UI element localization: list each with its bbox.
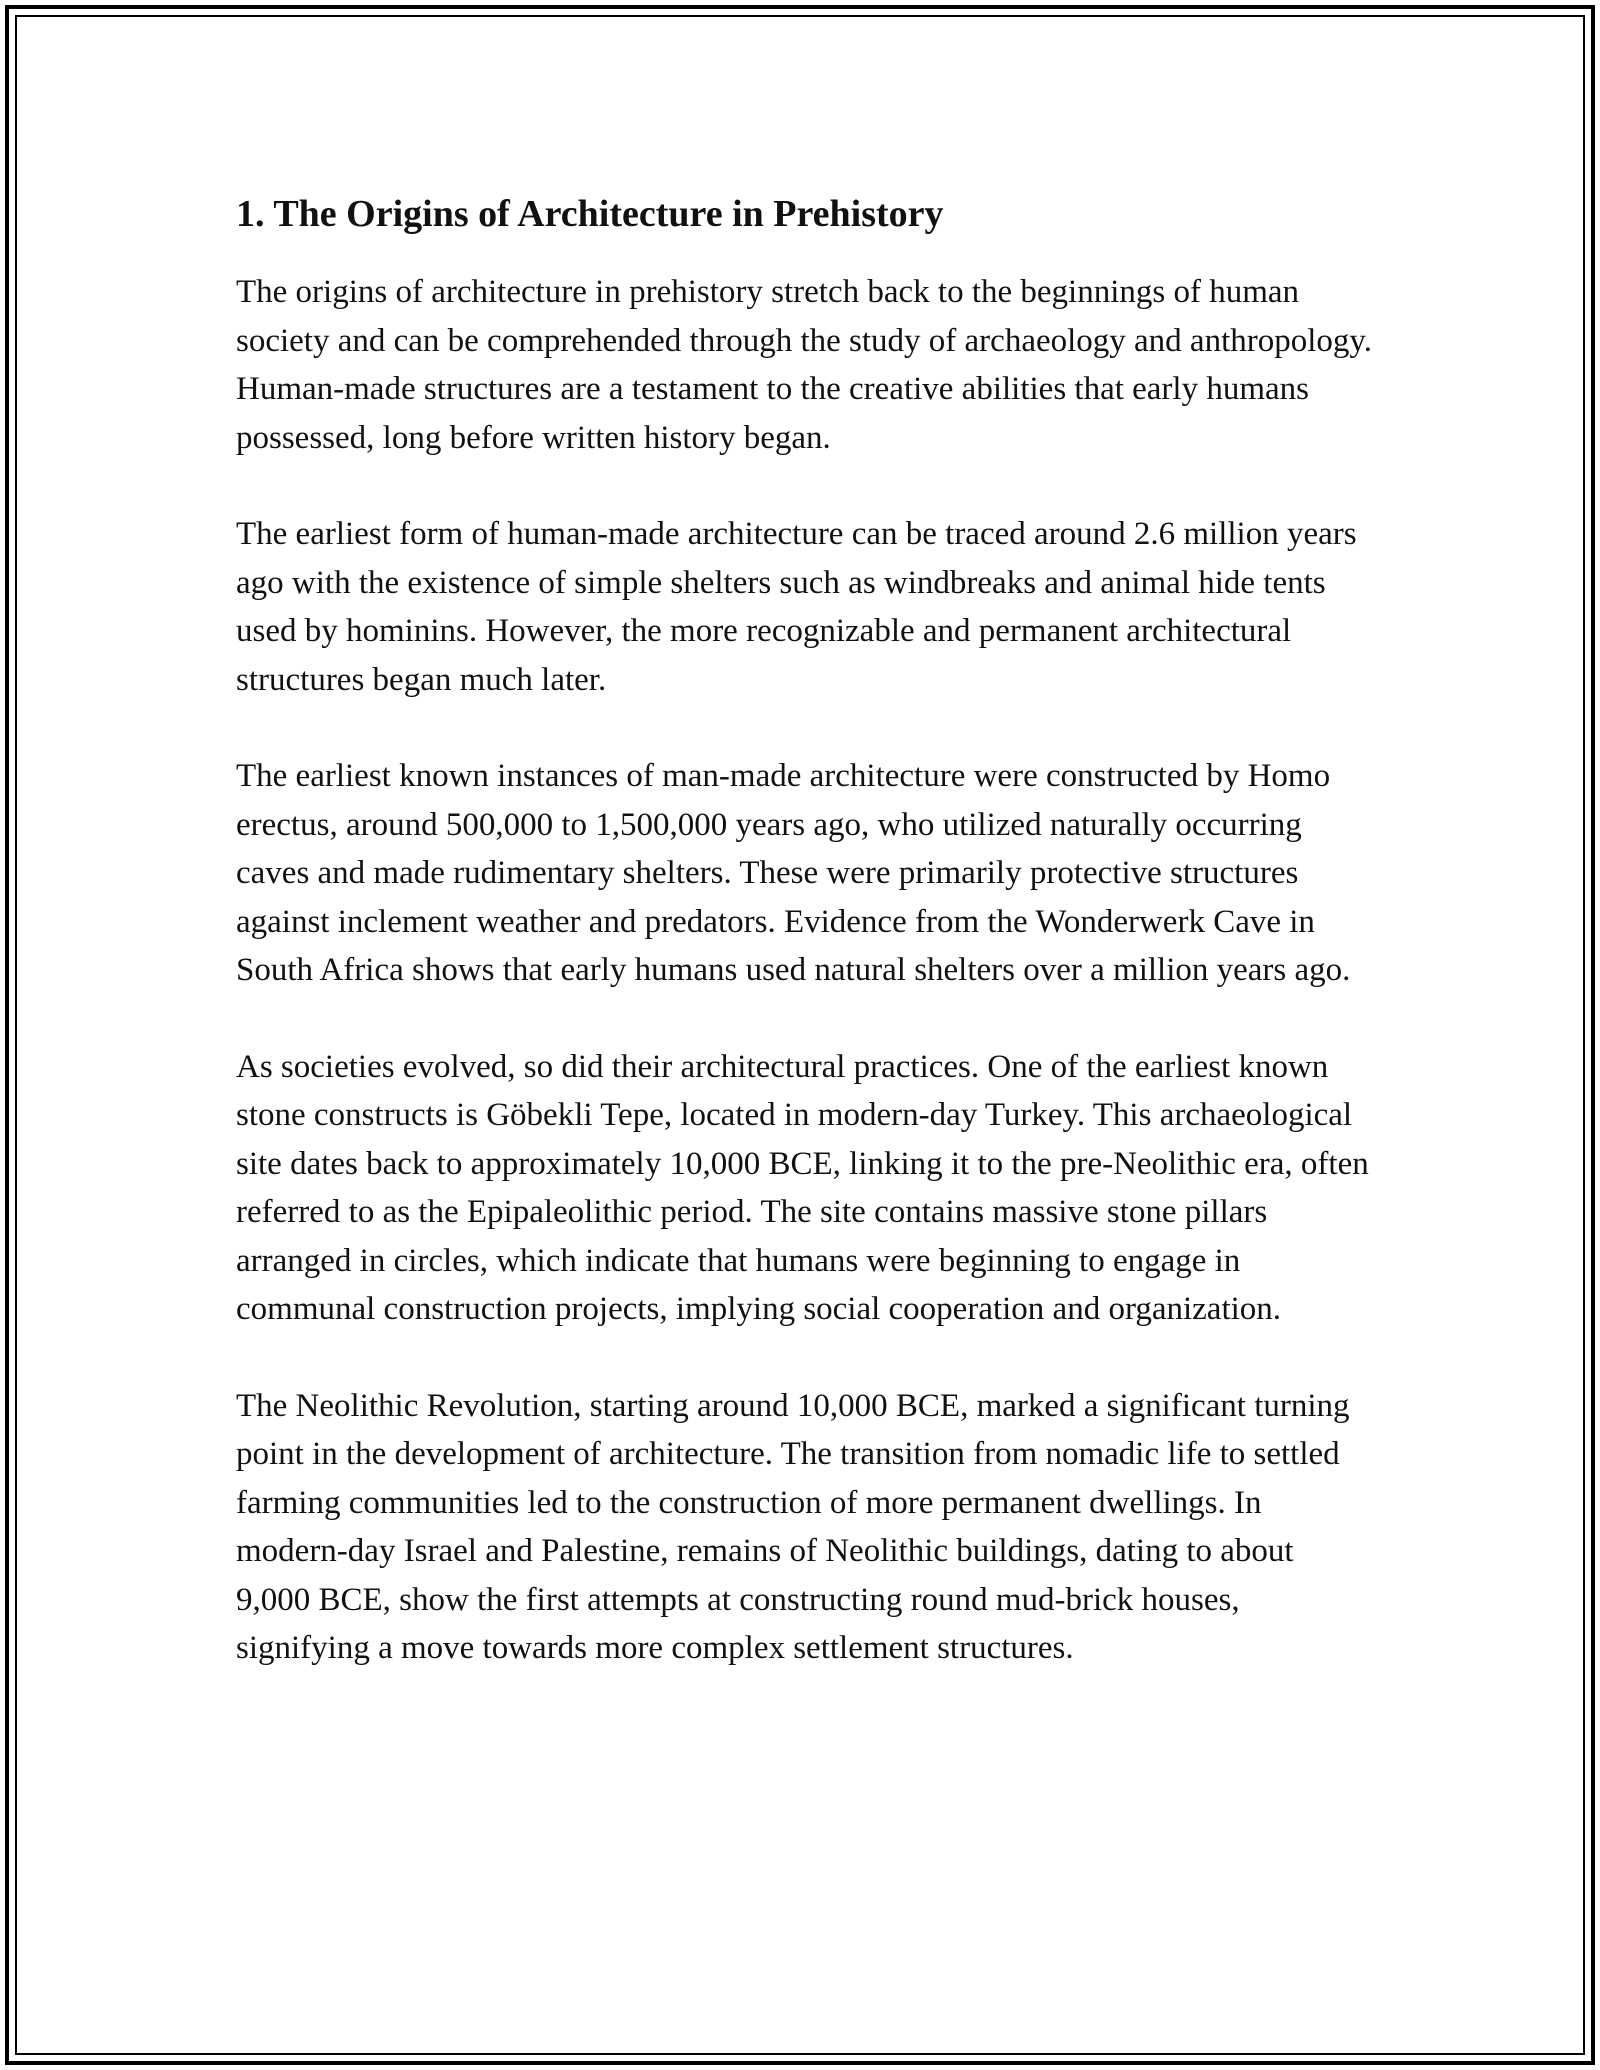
paragraph-3: The earliest known instances of man-made architecture were constructed by Homo erectus, around 500,000 to 1,500,000 years ago, who utilized naturally occurring caves and made rudimentary shelters. These were primarily protective structures against inclement weather and predators. Evidence from the Wonderwerk Cave in South Africa shows that early humans used natural shelters over a million years ago. (236, 758, 1351, 988)
paragraph-5: The Neolithic Revolution, starting around 10,000 BCE, marked a significant turning point in the development of architecture. The transition from nomadic life to settled farming communities led to the construction of more permanent dwellings. In modern-day Israel and Palestine, remains of Neolithic buildings, dating to about 9,000 BCE, show the first attempts at constructing round mud-brick houses, signifying a move towards more complex settlement structures. (236, 1387, 1350, 1666)
document-body (236, 186, 1376, 1721)
paragraph-4: As societies evolved, so did their architectural practices. One of the earliest known stone constructs is Göbekli Tepe, located in modern-day Turkey. This archaeological site dates back to approximately 10,000 BCE, linking it to the pre-Neolithic era, often referred to as the Epipaleolithic period. The site contains massive stone pillars arranged in circles, which indicate that humans were beginning to engage in communal construction projects, implying social cooperation and organization. (236, 1048, 1369, 1327)
paragraph-2: The earliest form of human-made architecture can be traced around 2.6 million years ago with the existence of simple shelters such as windbreaks and animal hide tents used by hominins. However, the more recognizable and permanent architectural structures began much later. (236, 516, 1357, 698)
section-title: 1. The Origins of Architecture in Prehistory (236, 193, 944, 235)
paragraph-1: The origins of architecture in prehistory stretch back to the beginnings of human society and can be comprehended through the study of archaeology and anthropology. Human-made structures are a testament to the creative abilities that early humans possessed, long before written history began. (236, 274, 1373, 456)
